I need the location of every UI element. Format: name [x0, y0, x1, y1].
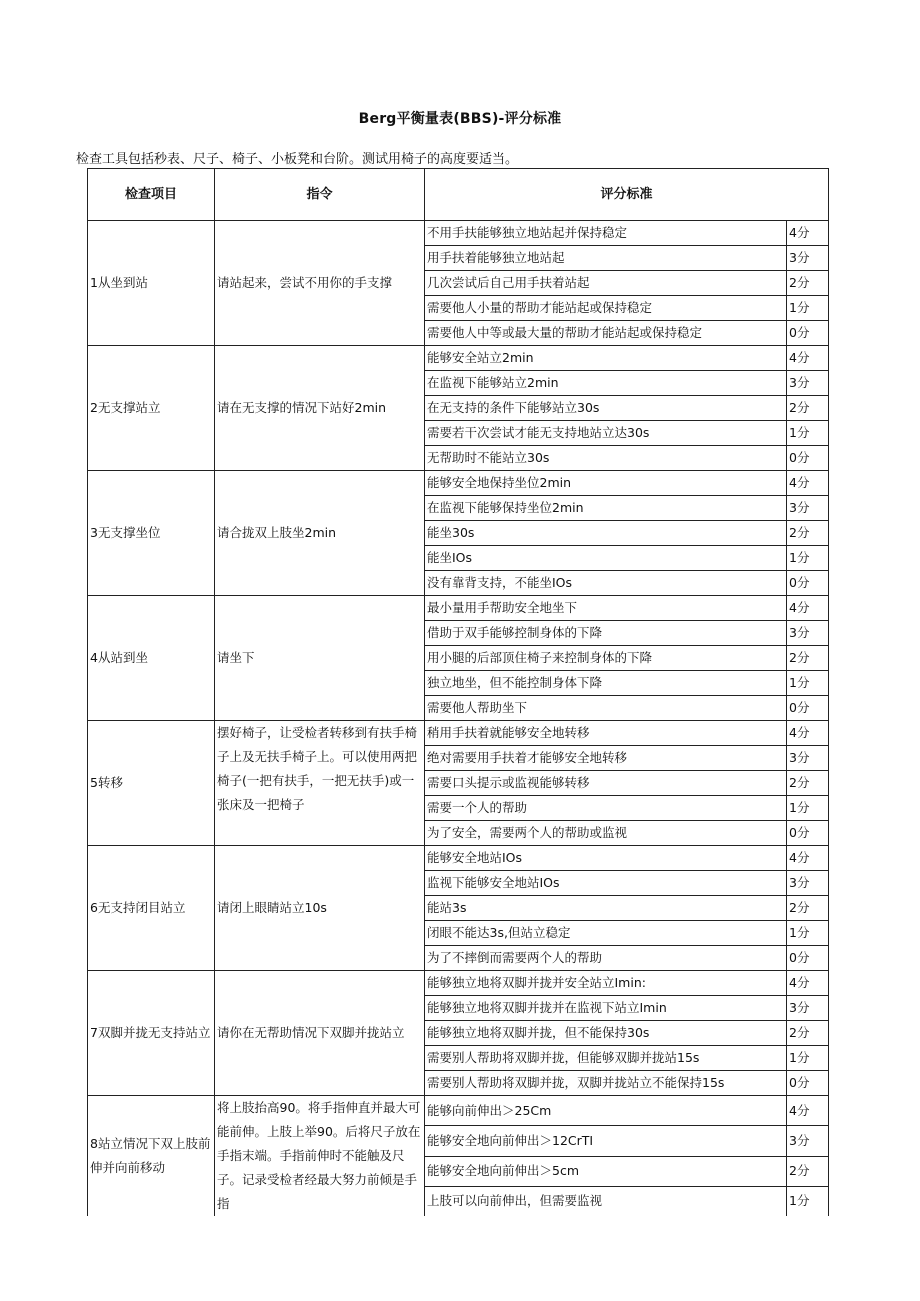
criterion-score: 2分 — [787, 271, 829, 296]
criterion-score: 1分 — [787, 1046, 829, 1071]
table-row — [88, 596, 829, 621]
item-instruction: 将上肢抬高90。将手指伸直并最大可能前伸。上肢上举90。后将尺子放在手指末端。手指前伸时不能触及尺子。记录受检者经最大努力前倾是手指 — [215, 1096, 425, 1217]
criterion-text: 稍用手扶着就能够安全地转移 — [425, 721, 787, 746]
criterion-text: 能够安全地向前伸出＞12CrTI — [425, 1126, 787, 1156]
criterion-text: 为了安全，需要两个人的帮助或监视 — [425, 821, 787, 846]
item-name: 8站立情况下双上肢前伸并向前移动 — [88, 1096, 215, 1217]
criterion-text: 能够安全站立2min — [425, 346, 787, 371]
criterion-score: 1分 — [787, 921, 829, 946]
criterion-text: 借助于双手能够控制身体的下降 — [425, 621, 787, 646]
item-name: 4从站到坐 — [88, 596, 215, 721]
table-row — [88, 346, 829, 371]
criterion-score: 0分 — [787, 446, 829, 471]
criterion-score: 3分 — [787, 871, 829, 896]
criterion-score: 3分 — [787, 496, 829, 521]
criterion-score: 4分 — [787, 721, 829, 746]
criterion-text: 需要他人中等或最大量的帮助才能站起或保持稳定 — [425, 321, 787, 346]
header-instruction: 指令 — [215, 169, 425, 221]
table-row — [88, 1096, 829, 1126]
table-row — [88, 971, 829, 996]
criterion-score: 2分 — [787, 646, 829, 671]
item-instruction: 请闭上眼睛站立10s — [215, 846, 425, 971]
criterion-text: 需要别人帮助将双脚并拢，双脚并拢站立不能保持15s — [425, 1071, 787, 1096]
header-item: 检查项目 — [88, 169, 215, 221]
criterion-text: 能够向前伸出＞25Cm — [425, 1096, 787, 1126]
criterion-text: 监视下能够安全地站IOs — [425, 871, 787, 896]
criterion-score: 3分 — [787, 746, 829, 771]
criterion-score: 0分 — [787, 821, 829, 846]
criterion-score: 2分 — [787, 396, 829, 421]
criterion-score: 4分 — [787, 971, 829, 996]
table-row — [88, 471, 829, 496]
criterion-text: 能够独立地将双脚并拢并安全站立Imin: — [425, 971, 787, 996]
criterion-score: 4分 — [787, 221, 829, 246]
criterion-score: 4分 — [787, 471, 829, 496]
item-instruction: 请坐下 — [215, 596, 425, 721]
criterion-score: 1分 — [787, 671, 829, 696]
criterion-text: 在监视下能够站立2min — [425, 371, 787, 396]
criterion-score: 0分 — [787, 321, 829, 346]
page-title: Berg平衡量表(BBS)-评分标准 — [358, 111, 562, 127]
criterion-text: 需要若干次尝试才能无支持地站立达30s — [425, 421, 787, 446]
item-instruction: 请你在无帮助情况下双脚并拢站立 — [215, 971, 425, 1096]
criterion-score: 0分 — [787, 571, 829, 596]
criterion-text: 在无支持的条件下能够站立30s — [425, 396, 787, 421]
criterion-text: 能够独立地将双脚并拢，但不能保持30s — [425, 1021, 787, 1046]
criterion-text: 需要别人帮助将双脚并拢，但能够双脚并拢站15s — [425, 1046, 787, 1071]
item-name: 2无支撑站立 — [88, 346, 215, 471]
criterion-score: 2分 — [787, 896, 829, 921]
criterion-text: 需要他人小量的帮助才能站起或保持稳定 — [425, 296, 787, 321]
table-row — [88, 721, 829, 746]
header-criteria: 评分标准 — [425, 169, 829, 221]
criterion-text: 无帮助时不能站立30s — [425, 446, 787, 471]
criterion-score: 4分 — [787, 346, 829, 371]
criterion-score: 3分 — [787, 996, 829, 1021]
criterion-text: 能坐IOs — [425, 546, 787, 571]
criterion-score: 1分 — [787, 796, 829, 821]
item-instruction: 请站起来，尝试不用你的手支撑 — [215, 221, 425, 346]
criterion-score: 4分 — [787, 596, 829, 621]
criterion-score: 3分 — [787, 621, 829, 646]
item-name: 3无支撑坐位 — [88, 471, 215, 596]
bbs-scoring-table — [87, 168, 829, 1216]
criterion-text: 能站3s — [425, 896, 787, 921]
criterion-text: 上肢可以向前伸出，但需要监视 — [425, 1186, 787, 1216]
table-row — [88, 846, 829, 871]
criterion-score: 3分 — [787, 1126, 829, 1156]
criterion-text: 需要口头提示或监视能够转移 — [425, 771, 787, 796]
criterion-text: 闭眼不能达3s,但站立稳定 — [425, 921, 787, 946]
criterion-text: 能坐30s — [425, 521, 787, 546]
criterion-score: 3分 — [787, 371, 829, 396]
criterion-score: 1分 — [787, 421, 829, 446]
criterion-text: 没有靠背支持，不能坐IOs — [425, 571, 787, 596]
criterion-score: 4分 — [787, 846, 829, 871]
criterion-text: 不用手扶能够独立地站起并保持稳定 — [425, 221, 787, 246]
intro-text: 检查工具包括秒表、尺子、椅子、小板凳和台阶。测试用椅子的高度要适当。 — [76, 152, 519, 167]
criterion-text: 需要一个人的帮助 — [425, 796, 787, 821]
criterion-text: 在监视下能够保持坐位2min — [425, 496, 787, 521]
criterion-text: 需要他人帮助坐下 — [425, 696, 787, 721]
item-instruction: 请在无支撑的情况下站好2min — [215, 346, 425, 471]
criterion-score: 2分 — [787, 521, 829, 546]
criterion-score: 2分 — [787, 1156, 829, 1186]
item-name: 6无支持闭目站立 — [88, 846, 215, 971]
criterion-score: 2分 — [787, 1021, 829, 1046]
criterion-text: 几次尝试后自己用手扶着站起 — [425, 271, 787, 296]
criterion-score: 0分 — [787, 1071, 829, 1096]
criterion-score: 1分 — [787, 546, 829, 571]
criterion-text: 用手扶着能够独立地站起 — [425, 246, 787, 271]
table-header-row — [88, 169, 829, 221]
criterion-text: 能够安全地向前伸出＞5cm — [425, 1156, 787, 1186]
item-name: 1从坐到站 — [88, 221, 215, 346]
criterion-text: 能够安全地保持坐位2min — [425, 471, 787, 496]
criterion-score: 0分 — [787, 946, 829, 971]
criterion-score: 1分 — [787, 1186, 829, 1216]
criterion-score: 1分 — [787, 296, 829, 321]
criterion-score: 3分 — [787, 246, 829, 271]
item-name: 5转移 — [88, 721, 215, 846]
criterion-text: 能够独立地将双脚并拢并在监视下站立Imin — [425, 996, 787, 1021]
item-instruction: 摆好椅子，让受检者转移到有扶手椅子上及无扶手椅子上。可以使用两把椅子(一把有扶手，一把无扶手)或一张床及一把椅子 — [215, 721, 425, 846]
criterion-score: 0分 — [787, 696, 829, 721]
criterion-text: 用小腿的后部顶住椅子来控制身体的下降 — [425, 646, 787, 671]
criterion-score: 4分 — [787, 1096, 829, 1126]
criterion-text: 能够安全地站IOs — [425, 846, 787, 871]
criterion-text: 最小量用手帮助安全地坐下 — [425, 596, 787, 621]
item-instruction: 请合拢双上肢坐2min — [215, 471, 425, 596]
criterion-text: 为了不摔倒而需要两个人的帮助 — [425, 946, 787, 971]
criterion-score: 2分 — [787, 771, 829, 796]
criterion-text: 独立地坐，但不能控制身体下降 — [425, 671, 787, 696]
criterion-text: 绝对需要用手扶着才能够安全地转移 — [425, 746, 787, 771]
table-row — [88, 221, 829, 246]
item-name: 7双脚并拢无支持站立 — [88, 971, 215, 1096]
